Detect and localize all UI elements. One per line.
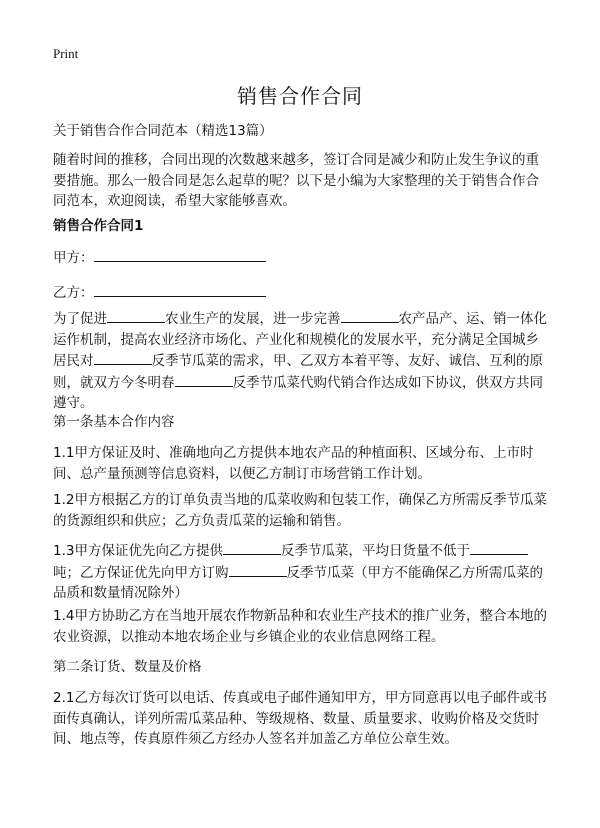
clause-1-1: 1.1甲方保证及时、准确地向乙方提供本地农产品的种植面积、区域分布、上市时间、总产量预测等信息资料，以便乙方制订市场营销工作计划。 bbox=[53, 445, 534, 482]
blank-line bbox=[107, 308, 165, 323]
clause-1-3-text-1: 1.3甲方保证优先向乙方提供 bbox=[53, 543, 223, 559]
blank-line bbox=[470, 540, 528, 555]
intro-paragraph: 随着时间的推移，合同出现的次数越来越多，签订合同是减少和防止发生争议的重要措施。那么一般合同是怎么起草的呢？以下是小编为大家整理的关于销售合作合同范本，欢迎阅读，希望大家能够喜欢。 bbox=[53, 152, 539, 209]
party-b-blank bbox=[94, 282, 266, 297]
party-a-blank bbox=[94, 247, 266, 262]
clause-1-2: 1.2甲方根据乙方的订单负责当地的瓜菜收购和包装工作，确保乙方所需反季节瓜菜的货源组织和供应；乙方负责瓜菜的运输和销售。 bbox=[53, 492, 547, 529]
document-title: 销售合作合同 bbox=[237, 84, 363, 108]
blank-line bbox=[175, 372, 233, 387]
article-1-heading: 第一条基本合作内容 bbox=[53, 414, 175, 430]
party-b-label: 乙方： bbox=[53, 285, 94, 301]
article-2-heading: 第二条订货、数量及价格 bbox=[53, 659, 202, 675]
preamble-text-4: 反季节瓜菜的需求，甲、乙双方本着平等、友好、诚信、互利的原则，就双方今冬明春 bbox=[53, 353, 543, 391]
clause-1-3 bbox=[53, 540, 549, 604]
party-a-label: 甲方： bbox=[53, 250, 94, 266]
blank-line bbox=[94, 350, 152, 365]
blank-line bbox=[223, 540, 281, 555]
print-label: Print bbox=[53, 46, 79, 61]
document-subtitle: 关于销售合作合同范本（精选13篇） bbox=[53, 123, 273, 139]
preamble-text-5: 反季节瓜菜代购代销合作达成如下协议，供双方共同遵守。 bbox=[53, 374, 543, 411]
preamble-paragraph bbox=[53, 308, 549, 414]
party-b-row bbox=[53, 282, 549, 304]
preamble-text-3: 农产品产、运、销一体化运作机制，提高农业经济市场化、产业化和规模化的发展水平，充分满足全国城乡居民对 bbox=[53, 311, 547, 369]
clause-1-3-text-4: 反季节瓜菜（甲方不能确保乙方所需瓜菜的品质和数量情况除外） bbox=[53, 564, 543, 601]
preamble-text-1: 为了促进 bbox=[53, 311, 107, 327]
contract-heading: 销售合作合同1 bbox=[53, 218, 144, 234]
blank-line bbox=[229, 562, 287, 577]
clause-1-3-text-3: 吨；乙方保证优先向甲方订购 bbox=[53, 564, 229, 581]
preamble-text-2: 农业生产的发展，进一步完善 bbox=[165, 311, 341, 327]
blank-line bbox=[341, 308, 399, 323]
clause-1-3-text-2: 反季节瓜菜，平均日货量不低于 bbox=[280, 543, 470, 559]
clause-2-1: 2.1乙方每次订货可以电话、传真或电子邮件通知甲方，甲方同意再以电子邮件或书面传真确认，详列所需瓜菜品种、等级规格、数量、质量要求、收购价格及交货时间、地点等，传真原件须乙方经办人签名并加盖乙方单位公章生效。 bbox=[53, 690, 547, 747]
clause-1-4: 1.4甲方协助乙方在当地开展农作物新品种和农业生产技术的推广业务，整合本地的农业资源，以推动本地农场企业与乡镇企业的农业信息网络工程。 bbox=[53, 608, 547, 645]
party-a-row bbox=[53, 247, 549, 269]
